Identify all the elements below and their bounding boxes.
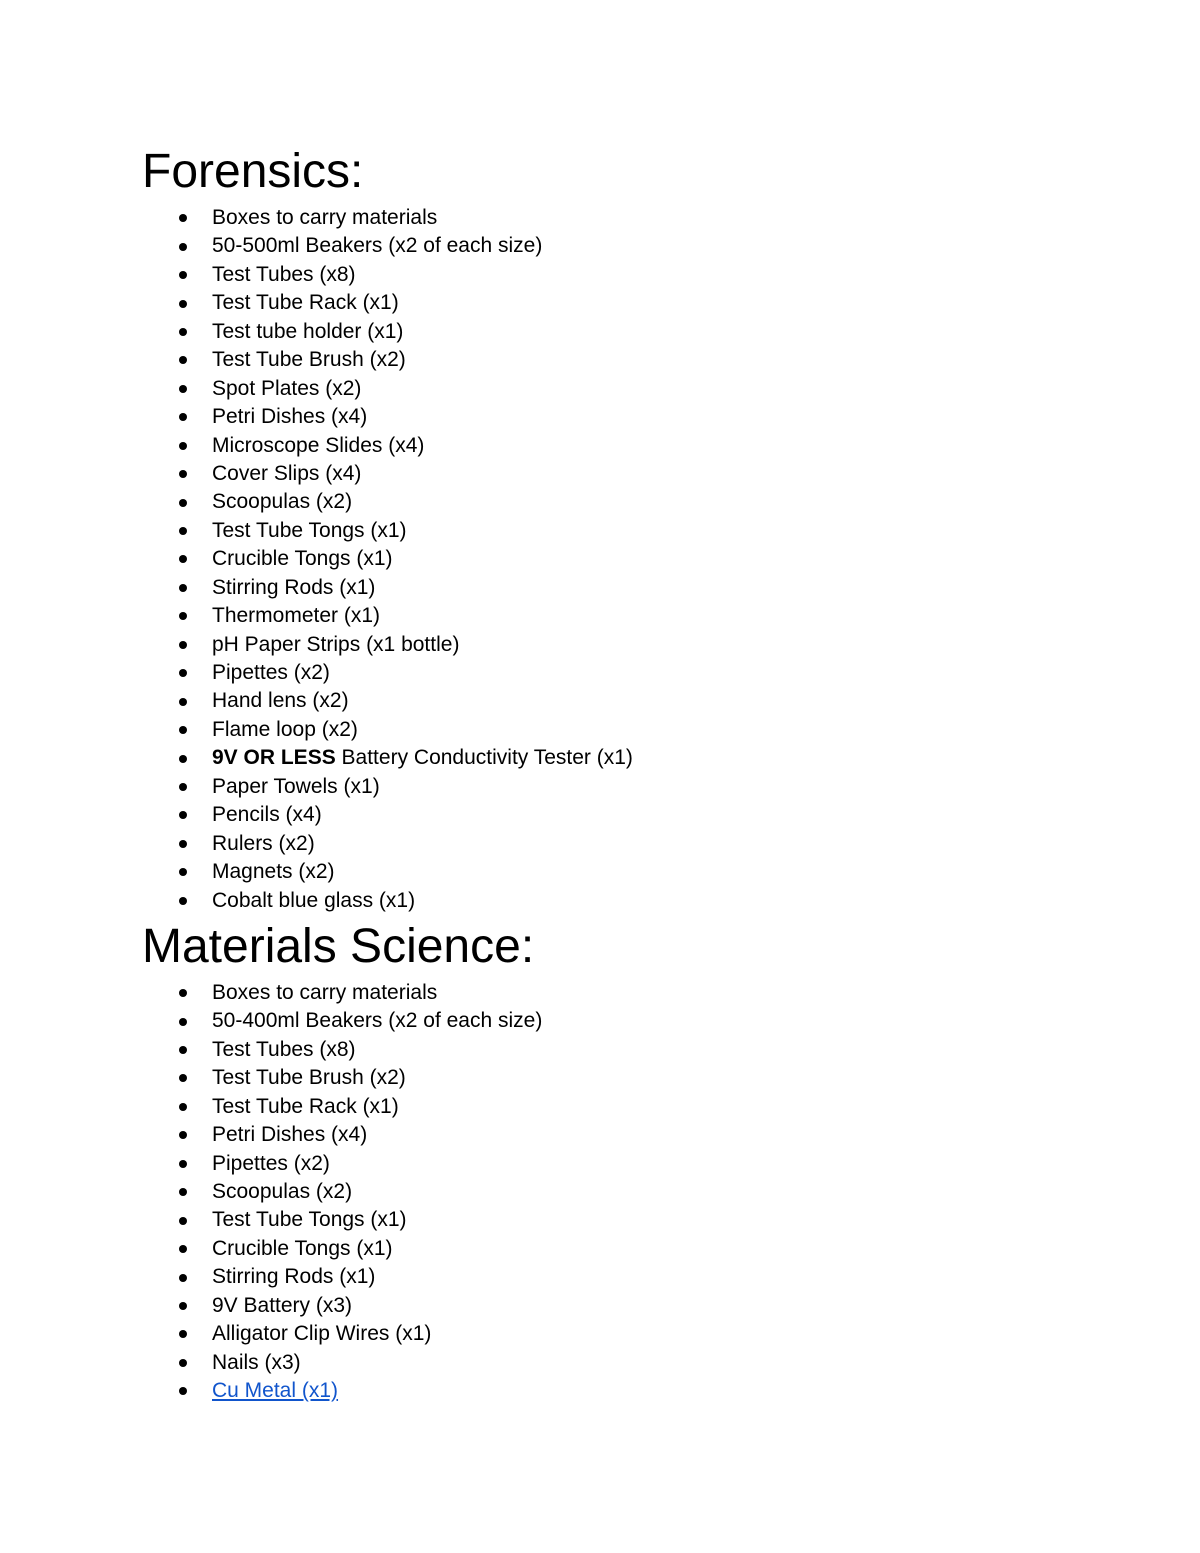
forensics-list-item: [142, 631, 1102, 659]
list-item-text: [212, 377, 361, 400]
bullet-icon: [179, 1131, 187, 1139]
materials-science-list-item: [142, 1206, 1102, 1234]
bullet-icon: [179, 442, 187, 450]
materials-science-list-item: [142, 1263, 1102, 1291]
bullet-icon: [179, 1359, 187, 1367]
list-item-label: Flame loop (x2): [212, 717, 358, 741]
list-item-label: Test tube holder (x1): [212, 319, 404, 343]
list-item-label: Cover Slips (x4): [212, 461, 362, 485]
materials-science-list-item: [142, 1150, 1102, 1178]
list-item-label: Test Tube Tongs (x1): [212, 518, 407, 542]
list-item-label: Magnets (x2): [212, 860, 335, 884]
bullet-icon: [179, 1387, 187, 1395]
list-item-text: [212, 263, 356, 286]
bullet-icon: [179, 555, 187, 563]
section-heading-forensics: Forensics:: [142, 145, 364, 198]
bullet-icon: [179, 1274, 187, 1282]
bullet-icon: [179, 612, 187, 620]
bullet-icon: [179, 356, 187, 364]
bullet-icon: [179, 470, 187, 478]
forensics-list-item: [142, 432, 1102, 460]
list-item-text: [212, 1152, 330, 1175]
list-item-text: [212, 206, 437, 229]
list-item-label: Spot Plates (x2): [212, 376, 362, 400]
forensics-list-item: [142, 318, 1102, 346]
list-item-label: Test Tubes (x8): [212, 1037, 356, 1061]
list-item-text: [212, 462, 361, 485]
bullet-icon: [179, 1188, 187, 1196]
list-item-text: [212, 434, 424, 457]
list-item-label: Pencils (x4): [212, 803, 322, 827]
forensics-list-item: [142, 289, 1102, 317]
list-item-label: Rulers (x2): [212, 831, 315, 855]
list-item-text: [212, 1180, 352, 1203]
list-item-label: Crucible Tongs (x1): [212, 547, 393, 571]
list-item-text: [212, 775, 380, 798]
forensics-list-item: [142, 460, 1102, 488]
list-item-link[interactable]: Cu Metal (x1): [212, 1379, 339, 1403]
bullet-icon: [179, 584, 187, 592]
list-item-label: pH Paper Strips (x1 bottle): [212, 632, 460, 656]
list-item-text: [212, 1379, 338, 1402]
materials-science-list-item: [142, 1121, 1102, 1149]
materials-science-list-item: [142, 979, 1102, 1007]
list-item-label: Test Tube Rack (x1): [212, 291, 399, 315]
list-item-text: [212, 405, 367, 428]
bullet-icon: [179, 1046, 187, 1054]
list-item-text: [212, 490, 352, 513]
list-item-label: Cobalt blue glass (x1): [212, 888, 416, 912]
list-item-label: Microscope Slides (x4): [212, 433, 425, 457]
bullet-icon: [179, 1330, 187, 1338]
materials-science-list-item: [142, 1178, 1102, 1206]
list-item-text: [212, 291, 399, 314]
list-item-text: [212, 889, 415, 912]
forensics-list-item: [142, 858, 1102, 886]
list-item-label: Hand lens (x2): [212, 689, 349, 713]
materials-science-list-item: [142, 1093, 1102, 1121]
bullet-icon: [179, 271, 187, 279]
list-item-text: [212, 718, 358, 741]
forensics-list-item: [142, 602, 1102, 630]
materials-science-list-item[interactable]: [142, 1377, 1102, 1405]
list-item-label: Nails (x3): [212, 1350, 301, 1374]
bullet-icon: [179, 641, 187, 649]
list-item-text: [212, 860, 335, 883]
bullet-icon: [179, 783, 187, 791]
materials-science-item-list: [142, 979, 1102, 1406]
bullet-icon: [179, 243, 187, 251]
forensics-list-item: [142, 801, 1102, 829]
forensics-list-item: [142, 517, 1102, 545]
list-item-label: Test Tube Rack (x1): [212, 1094, 399, 1118]
bullet-icon: [179, 328, 187, 336]
materials-science-list-item: [142, 1036, 1102, 1064]
list-item-label: Stirring Rods (x1): [212, 575, 376, 599]
list-item-text: [212, 661, 330, 684]
bullet-icon: [179, 897, 187, 905]
list-item-text: [212, 1237, 393, 1260]
list-item-label: 50-500ml Beakers (x2 of each size): [212, 234, 543, 258]
list-item-text: [212, 803, 322, 826]
section-heading-materials-science: Materials Science:: [142, 919, 535, 973]
bullet-icon: [179, 1018, 187, 1026]
bullet-icon: [179, 811, 187, 819]
document-page: [142, 140, 1102, 1406]
bullet-icon: [179, 527, 187, 535]
list-item-label: Boxes to carry materials: [212, 980, 438, 1004]
forensics-list-item: [142, 887, 1102, 915]
list-item-text: [212, 1066, 406, 1089]
list-item-text: [212, 576, 375, 599]
list-item-text: [212, 746, 633, 769]
materials-science-list-item: [142, 1064, 1102, 1092]
list-item-text: [212, 633, 459, 656]
bullet-icon: [179, 726, 187, 734]
forensics-list-item: [142, 204, 1102, 232]
list-item-label: Scoopulas (x2): [212, 1180, 353, 1203]
bullet-icon: [179, 413, 187, 421]
list-item-text: [212, 1322, 431, 1345]
bullet-icon: [179, 1245, 187, 1253]
bullet-icon: [179, 1160, 187, 1168]
list-item-text: [212, 519, 407, 542]
bullet-icon: [179, 1217, 187, 1225]
list-item-text: [212, 689, 349, 712]
list-item-label: Test Tube Brush (x2): [212, 1066, 406, 1090]
list-item-text: [212, 604, 380, 627]
bullet-icon: [179, 840, 187, 848]
bullet-icon: [179, 989, 187, 997]
list-item-label: Thermometer (x1): [212, 604, 381, 628]
list-item-text: [212, 1123, 367, 1146]
bullet-icon: [179, 499, 187, 507]
forensics-list-item: [142, 232, 1102, 260]
materials-science-list-item: [142, 1292, 1102, 1320]
materials-science-list-item: [142, 1007, 1102, 1035]
forensics-list-item: [142, 545, 1102, 573]
list-item-label: Test Tubes (x8): [212, 262, 356, 286]
bullet-icon: [179, 755, 187, 763]
list-item-text: [212, 1294, 352, 1317]
forensics-list-item: [142, 773, 1102, 801]
bullet-icon: [179, 1103, 187, 1111]
forensics-list-item: [142, 744, 1102, 772]
forensics-list-item: [142, 574, 1102, 602]
forensics-list-item: [142, 830, 1102, 858]
forensics-list-item: [142, 375, 1102, 403]
list-item-label: Test Tube Brush (x2): [212, 348, 406, 372]
bullet-icon: [179, 214, 187, 222]
list-item-text: [212, 1095, 399, 1118]
forensics-list-item: [142, 488, 1102, 516]
forensics-item-list: [142, 204, 1102, 915]
list-item-label: Petri Dishes (x4): [212, 405, 368, 429]
list-item-label: 9V Battery (x3): [212, 1293, 353, 1317]
materials-science-list-item: [142, 1235, 1102, 1263]
forensics-list-item: [142, 659, 1102, 687]
bullet-icon: [179, 1074, 187, 1082]
list-item-text: [212, 832, 315, 855]
bullet-icon: [179, 868, 187, 876]
forensics-list-item: [142, 687, 1102, 715]
list-item-label: Test Tube Tongs (x1): [212, 1208, 407, 1232]
bullet-icon: [179, 385, 187, 393]
bullet-icon: [179, 669, 187, 677]
list-item-text: [212, 234, 542, 257]
forensics-list-item: [142, 403, 1102, 431]
materials-science-list-item: [142, 1320, 1102, 1348]
list-item-label: 50-400ml Beakers (x2 of each size): [212, 1009, 543, 1033]
bullet-icon: [179, 698, 187, 706]
list-item-bold-text: 9V OR LESS: [212, 746, 336, 770]
list-item-text: [212, 1009, 542, 1032]
list-item-label: Boxes to carry materials: [212, 206, 438, 229]
list-item-text: [212, 547, 393, 570]
list-item-text: [212, 981, 437, 1004]
list-item-label: Stirring Rods (x1): [212, 1265, 376, 1289]
forensics-list-item: [142, 716, 1102, 744]
list-item-text: [212, 320, 403, 343]
list-item-label: Battery Conductivity Tester (x1): [335, 746, 633, 770]
list-item-label: Alligator Clip Wires (x1): [212, 1322, 432, 1346]
list-item-label: Pipettes (x2): [212, 661, 330, 684]
bullet-icon: [179, 1302, 187, 1310]
forensics-list-item: [142, 261, 1102, 289]
list-item-label: Paper Towels (x1): [212, 774, 380, 798]
list-item-text: [212, 348, 406, 371]
list-item-label: Petri Dishes (x4): [212, 1123, 368, 1147]
list-item-label: Scoopulas (x2): [212, 490, 353, 514]
forensics-list-item: [142, 346, 1102, 374]
list-item-label: Crucible Tongs (x1): [212, 1236, 393, 1260]
list-item-text: [212, 1208, 407, 1231]
bullet-icon: [179, 300, 187, 308]
list-item-text: [212, 1265, 375, 1288]
list-item-text: [212, 1351, 301, 1374]
list-item-label: Pipettes (x2): [212, 1151, 330, 1175]
materials-science-list-item: [142, 1349, 1102, 1377]
list-item-text: [212, 1038, 356, 1061]
